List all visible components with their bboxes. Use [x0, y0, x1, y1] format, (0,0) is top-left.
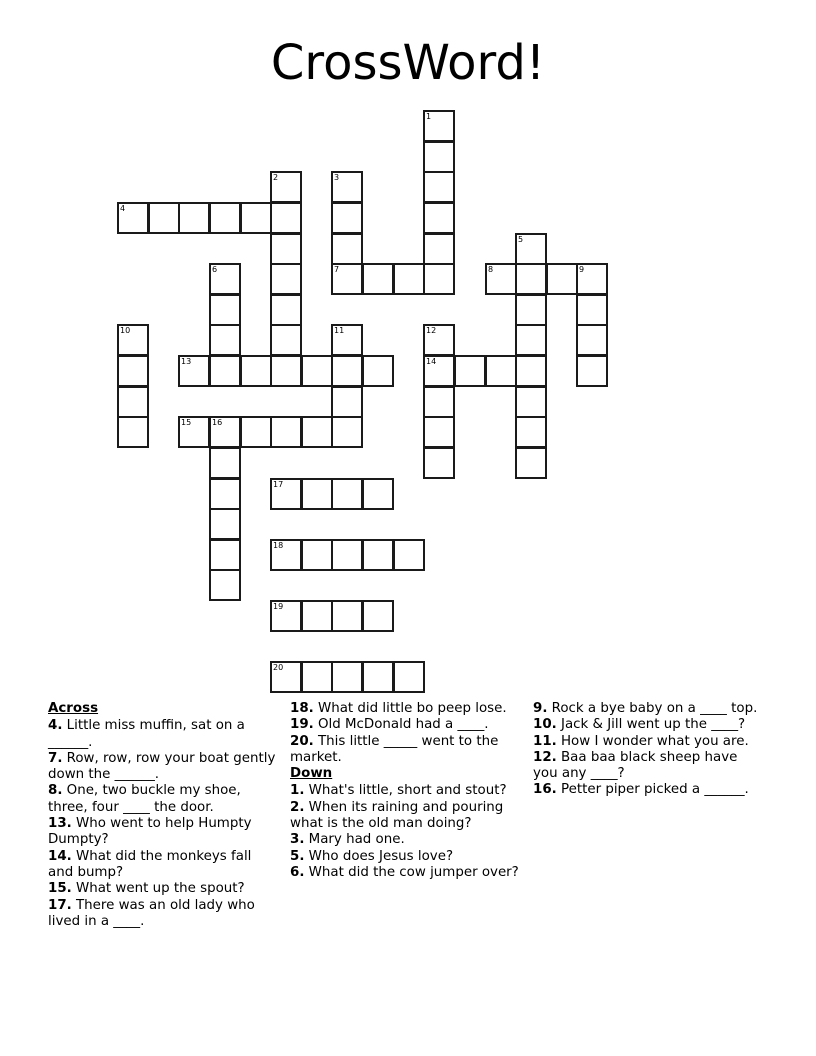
cell-number: 5	[518, 235, 524, 244]
cell-number: 3	[334, 173, 340, 182]
grid-cell[interactable]	[209, 478, 241, 510]
cell-number: 9	[579, 265, 585, 274]
grid-cell[interactable]	[362, 539, 394, 571]
grid-cell[interactable]	[178, 416, 210, 448]
grid-cell[interactable]	[515, 355, 547, 387]
cell-number: 12	[426, 326, 437, 335]
grid-cell[interactable]	[576, 355, 608, 387]
grid-cell[interactable]	[270, 324, 302, 356]
grid-cell[interactable]	[209, 324, 241, 356]
grid-cell[interactable]	[393, 661, 425, 693]
clue-down-11: 11. How I wonder what you are.	[533, 733, 749, 749]
grid-cell[interactable]	[301, 661, 333, 693]
grid-cell[interactable]	[331, 539, 363, 571]
grid-cell[interactable]	[331, 600, 363, 632]
clue-down-12: 12. Baa baa black sheep have you any ____?	[533, 749, 738, 782]
cell-number: 11	[334, 326, 345, 335]
grid-cell[interactable]	[209, 447, 241, 479]
grid-cell[interactable]	[362, 478, 394, 510]
cell-number: 4	[120, 204, 126, 213]
grid-cell[interactable]	[423, 233, 455, 265]
grid-cell[interactable]	[362, 263, 394, 295]
grid-cell[interactable]	[515, 447, 547, 479]
grid-cell[interactable]	[423, 202, 455, 234]
cell-number: 8	[488, 265, 494, 274]
grid-cell[interactable]	[576, 324, 608, 356]
grid-cell[interactable]	[331, 263, 363, 295]
grid-cell[interactable]	[331, 386, 363, 418]
grid-cell[interactable]	[270, 661, 302, 693]
grid-cell[interactable]	[423, 324, 455, 356]
grid-cell[interactable]	[423, 171, 455, 203]
clue-down-3: 3. Mary had one.	[290, 832, 405, 848]
grid-cell[interactable]	[209, 569, 241, 601]
grid-cell[interactable]	[454, 355, 486, 387]
grid-cell[interactable]	[209, 508, 241, 540]
grid-cell[interactable]	[117, 324, 149, 356]
grid-cell[interactable]	[423, 416, 455, 448]
grid-cell[interactable]	[117, 355, 149, 387]
grid-cell[interactable]	[117, 202, 149, 234]
cell-number: 10	[120, 326, 131, 335]
grid-cell[interactable]	[301, 600, 333, 632]
clue-across-7: 7. Row, row, row your boat gently down the ______.	[48, 750, 276, 783]
cell-number: 17	[273, 480, 284, 489]
clue-across-4: 4. Little miss muffin, sat on a ______.	[48, 718, 245, 750]
grid-cell[interactable]	[117, 386, 149, 418]
grid-cell[interactable]	[423, 263, 455, 295]
grid-cell[interactable]	[209, 539, 241, 571]
clue-down-16: 16. Petter piper picked a ______.	[533, 782, 749, 798]
grid-cell[interactable]	[515, 324, 547, 356]
grid-cell[interactable]	[301, 416, 333, 448]
grid-cell[interactable]	[178, 355, 210, 387]
grid-cell[interactable]	[331, 355, 363, 387]
grid-cell[interactable]	[148, 202, 180, 234]
cell-number: 6	[212, 265, 218, 274]
grid-cell[interactable]	[515, 263, 547, 295]
cell-number: 1	[426, 112, 432, 121]
grid-cell[interactable]	[331, 202, 363, 234]
grid-cell[interactable]	[270, 233, 302, 265]
grid-cell[interactable]	[209, 202, 241, 234]
grid-cell[interactable]	[423, 355, 455, 387]
cell-number: 16	[212, 418, 223, 427]
clue-across-20: 20. This little _____ went to the market.	[290, 733, 499, 765]
grid-cell[interactable]	[270, 202, 302, 234]
grid-cell[interactable]	[485, 355, 517, 387]
grid-cell[interactable]	[117, 416, 149, 448]
grid-cell[interactable]	[515, 294, 547, 326]
clue-across-14: 14. What did the monkeys fall and bump?	[48, 848, 252, 880]
clue-across-17: 17. There was an old lady who lived in a ____.	[48, 897, 255, 929]
grid-cell[interactable]	[331, 416, 363, 448]
grid-cell[interactable]	[270, 355, 302, 387]
grid-cell[interactable]	[240, 416, 272, 448]
clue-down-2: 2. When its raining and pouring what is the old man doing?	[290, 799, 504, 832]
clue-down-5: 5. Who does Jesus love?	[290, 848, 454, 864]
grid-cell[interactable]	[331, 233, 363, 265]
cell-number: 15	[181, 418, 192, 427]
grid-cell[interactable]	[331, 324, 363, 356]
grid-cell[interactable]	[301, 539, 333, 571]
grid-cell[interactable]	[423, 386, 455, 418]
clue-down-1: 1. What's little, short and stout?	[290, 783, 507, 799]
grid-cell[interactable]	[240, 355, 272, 387]
clue-across-13: 13. Who went to help Humpty Dumpty?	[48, 816, 252, 848]
cell-number: 14	[426, 357, 437, 366]
grid-cell[interactable]	[576, 294, 608, 326]
grid-cell[interactable]	[240, 202, 272, 234]
crossword-grid	[117, 110, 609, 694]
grid-cell[interactable]	[301, 478, 333, 510]
grid-cell[interactable]	[209, 263, 241, 295]
grid-cell[interactable]	[331, 171, 363, 203]
grid-cell[interactable]	[270, 171, 302, 203]
grid-cell[interactable]	[515, 233, 547, 265]
grid-cell[interactable]	[270, 600, 302, 632]
grid-cell[interactable]	[270, 539, 302, 571]
grid-cell[interactable]	[209, 294, 241, 326]
grid-cell[interactable]	[209, 416, 241, 448]
clue-across-8: 8. One, two buckle my shoe, three, four ____ the door.	[48, 783, 241, 815]
clue-down-10: 10. Jack & Jill went up the ____?	[533, 717, 746, 733]
clue-across-15: 15. What went up the spout?	[48, 881, 245, 897]
grid-cell[interactable]	[423, 447, 455, 479]
grid-cell[interactable]	[270, 263, 302, 295]
page-title: CrossWord!	[270, 35, 546, 91]
grid-cell[interactable]	[515, 416, 547, 448]
grid-cell[interactable]	[393, 263, 425, 295]
grid-cell[interactable]	[270, 294, 302, 326]
grid-cell[interactable]	[301, 355, 333, 387]
clues-column-1	[48, 701, 278, 930]
grid-cell[interactable]	[209, 355, 241, 387]
grid-cell[interactable]	[485, 263, 517, 295]
grid-cell[interactable]	[393, 539, 425, 571]
grid-cell[interactable]	[331, 478, 363, 510]
clue-across-18: 18. What did little bo peep lose.	[290, 701, 507, 716]
grid-cell[interactable]	[270, 416, 302, 448]
grid-cell[interactable]	[331, 661, 363, 693]
cell-number: 2	[273, 173, 279, 182]
grid-cell[interactable]	[576, 263, 608, 295]
grid-cell[interactable]	[178, 202, 210, 234]
cell-number: 13	[181, 357, 192, 366]
grid-cell[interactable]	[423, 141, 455, 173]
grid-cell[interactable]	[423, 110, 455, 142]
cell-number: 18	[273, 541, 284, 550]
clue-across-19: 19. Old McDonald had a ____.	[290, 717, 489, 733]
cell-number: 7	[334, 265, 340, 274]
grid-cell[interactable]	[515, 386, 547, 418]
grid-cell[interactable]	[362, 600, 394, 632]
clue-down-9: 9. Rock a bye baby on a ____ top.	[533, 701, 758, 716]
across-heading: Across	[48, 701, 99, 716]
grid-cell[interactable]	[546, 263, 578, 295]
clues-column-3	[533, 701, 763, 799]
clue-down-6: 6. What did the cow jumper over?	[290, 864, 519, 880]
grid-cell[interactable]	[270, 478, 302, 510]
grid-cell[interactable]	[362, 661, 394, 693]
cell-number: 19	[273, 602, 284, 611]
clues-column-2	[290, 701, 520, 881]
cell-number: 20	[273, 663, 284, 672]
grid-cell[interactable]	[362, 355, 394, 387]
down-heading: Down	[290, 766, 333, 782]
